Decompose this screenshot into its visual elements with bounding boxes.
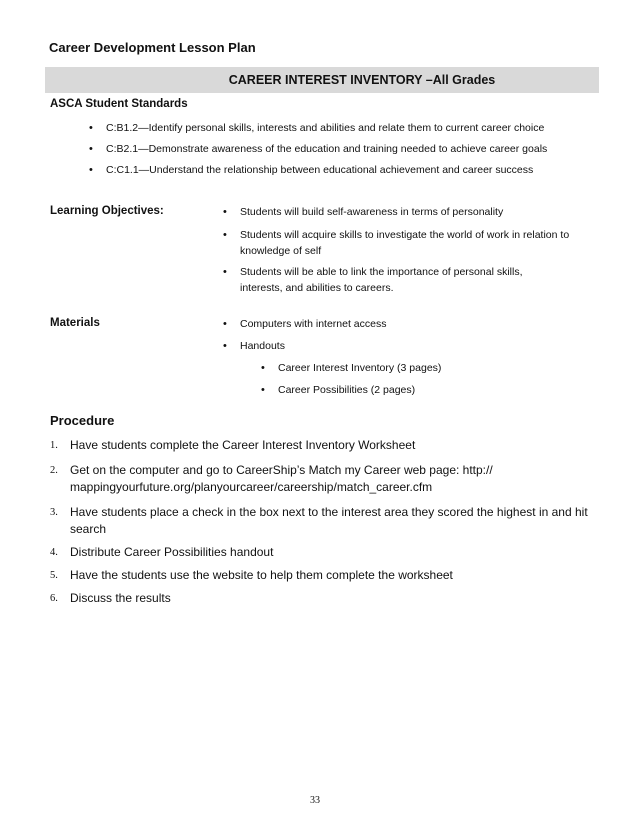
procedure-step: Have the students use the website to help them complete the worksheet [70,568,453,582]
objectives-label: Learning Objectives: [50,205,164,217]
objective-item: • Students will acquire skills to investigate the world of work in relation to [240,229,569,241]
step-number: 3. [50,507,58,518]
handout-item: • Career Interest Inventory (3 pages) [278,362,441,374]
standard-item: • C:C1.1—Understand the relationship between educational achievement and career success [106,164,533,176]
materials-label: Materials [50,317,100,329]
procedure-step: Have students place a check in the box next to the interest area they scored the highest in and hit [70,505,588,519]
material-item: • Handouts [240,340,285,352]
procedure-step-continued: mappingyourfuture.org/planyourcareer/careership/match_career.cfm [70,480,433,494]
lesson-title: CAREER INTEREST INVENTORY –All Grades [228,73,496,87]
objective-item-continued: interests, and abilities to careers. [240,282,394,294]
step-number: 1. [50,440,58,451]
procedure-step: Discuss the results [70,591,171,605]
procedure-heading: Procedure [50,413,115,428]
procedure-step: Distribute Career Possibilities handout [70,545,274,559]
standards-heading: ASCA Student Standards [50,98,188,110]
handout-item: • Career Possibilities (2 pages) [278,384,415,396]
step-number: 5. [50,570,58,581]
objective-item: • Students will be able to link the importance of personal skills, [240,266,522,278]
document-title: Career Development Lesson Plan [49,40,256,55]
objective-item: • Students will build self-awareness in terms of personality [240,206,503,218]
standard-item: • C:B1.2—Identify personal skills, interests and abilities and relate them to current career choice [106,122,544,134]
lesson-title-banner [45,67,599,93]
procedure-step: Get on the computer and go to CareerShip’s Match my Career web page: http:// [70,463,493,477]
procedure-step: Have students complete the Career Interest Inventory Worksheet [70,438,416,452]
step-number: 6. [50,593,58,604]
page-number: 33 [310,795,320,806]
standard-item: • C:B2.1—Demonstrate awareness of the education and training needed to achieve career goals [106,143,547,155]
step-number: 4. [50,547,58,558]
step-number: 2. [50,465,58,476]
objective-item-continued: knowledge of self [240,245,322,257]
procedure-step-continued: search [70,522,107,536]
material-item: • Computers with internet access [240,318,386,330]
